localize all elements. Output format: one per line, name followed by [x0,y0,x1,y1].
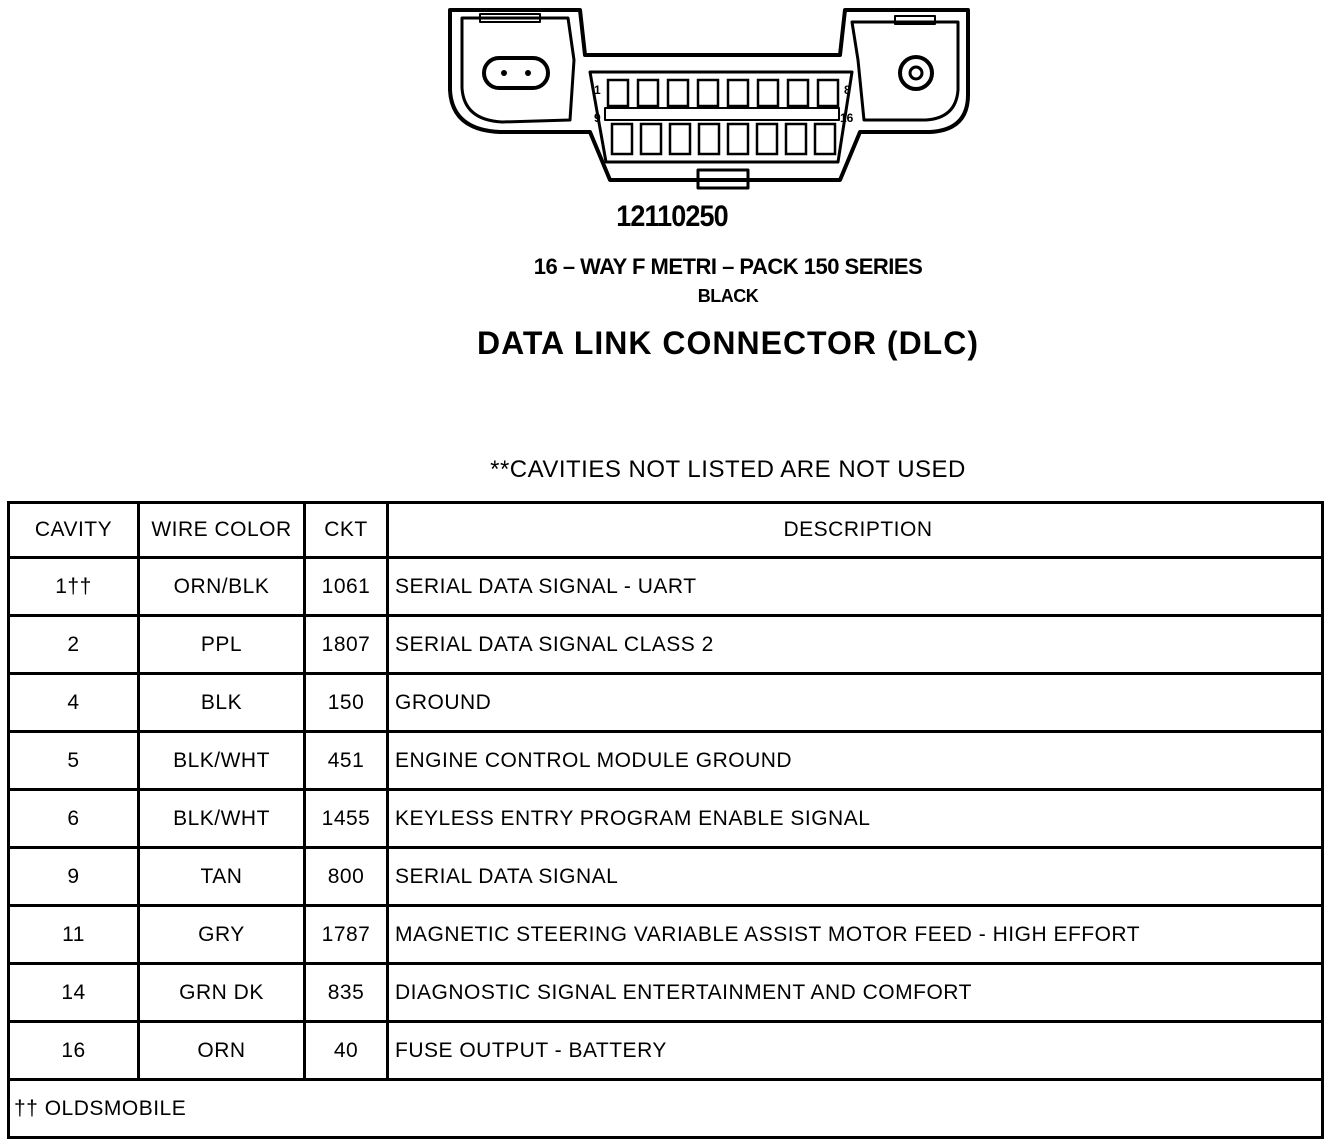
pin-label-1: 1 [594,83,601,97]
left-mounting-slot [484,58,548,88]
connector-color: BLACK [697,286,759,306]
top-row-terminals [608,80,838,106]
wire-color-cell: BLK/WHT [139,732,305,790]
table-row [9,1022,1323,1080]
table-row [9,732,1323,790]
ckt-cell: 1787 [305,906,388,964]
table-row [9,906,1323,964]
table-row [9,616,1323,674]
ckt-cell: 1061 [305,558,388,616]
description-cell: SERIAL DATA SIGNAL CLASS 2 [388,616,1323,674]
table-row [9,848,1323,906]
description-cell: FUSE OUTPUT - BATTERY [388,1022,1323,1080]
cavity-cell: 9 [9,848,139,906]
header-cavity: CAVITY [9,503,139,558]
header-ckt: CKT [305,503,388,558]
connector-face [590,72,852,162]
description-cell: SERIAL DATA SIGNAL - UART [388,558,1323,616]
description-cell: GROUND [388,674,1323,732]
footnote: †† OLDSMOBILE [9,1080,1323,1138]
table-header-row [9,503,1323,558]
footnote-row [9,1080,1323,1138]
table-row [9,558,1323,616]
cavity-cell: 16 [9,1022,139,1080]
cavity-cell: 1†† [9,558,139,616]
table-row [9,790,1323,848]
header-description: DESCRIPTION [388,503,1323,558]
table-row [9,674,1323,732]
cavity-cell: 11 [9,906,139,964]
header-wire-color: WIRE COLOR [139,503,305,558]
connector-series: 16 – WAY F METRI – PACK 150 SERIES [533,254,923,279]
ckt-cell: 150 [305,674,388,732]
left-ear [462,18,574,122]
connector-title: DATA LINK CONNECTOR (DLC) [477,325,979,361]
description-cell: DIAGNOSTIC SIGNAL ENTERTAINMENT AND COMFORT [388,964,1323,1022]
cavity-cell: 5 [9,732,139,790]
description-cell: SERIAL DATA SIGNAL [388,848,1323,906]
cavity-cell: 6 [9,790,139,848]
cavity-cell: 14 [9,964,139,1022]
pin-label-8: 8 [844,83,851,97]
ckt-cell: 1807 [305,616,388,674]
table-row [9,964,1323,1022]
ckt-cell: 1455 [305,790,388,848]
wire-color-cell: TAN [139,848,305,906]
ckt-cell: 835 [305,964,388,1022]
cavity-cell: 4 [9,674,139,732]
wire-color-cell: BLK/WHT [139,790,305,848]
ckt-cell: 40 [305,1022,388,1080]
right-mounting-hole [900,57,932,89]
cavity-cell: 2 [9,616,139,674]
bottom-row-terminals [612,124,835,154]
right-ear [852,22,958,120]
center-key [605,108,839,120]
wire-color-cell: ORN/BLK [139,558,305,616]
connector-drawing [440,0,980,200]
wire-color-cell: GRY [139,906,305,964]
wire-color-cell: BLK [139,674,305,732]
wire-color-cell: GRN DK [139,964,305,1022]
ckt-cell: 451 [305,732,388,790]
connector-diagram [440,0,980,200]
part-number: 12110250 [616,200,728,233]
ckt-cell: 800 [305,848,388,906]
pin-label-16: 16 [840,111,854,125]
description-cell: MAGNETIC STEERING VARIABLE ASSIST MOTOR FEED - HIGH EFFORT [388,906,1323,964]
unused-cavities-note: **CAVITIES NOT LISTED ARE NOT USED [490,456,966,483]
pinout-table [7,501,1324,1139]
pin-label-9: 9 [594,111,601,125]
wire-color-cell: ORN [139,1022,305,1080]
wire-color-cell: PPL [139,616,305,674]
description-cell: KEYLESS ENTRY PROGRAM ENABLE SIGNAL [388,790,1323,848]
description-cell: ENGINE CONTROL MODULE GROUND [388,732,1323,790]
